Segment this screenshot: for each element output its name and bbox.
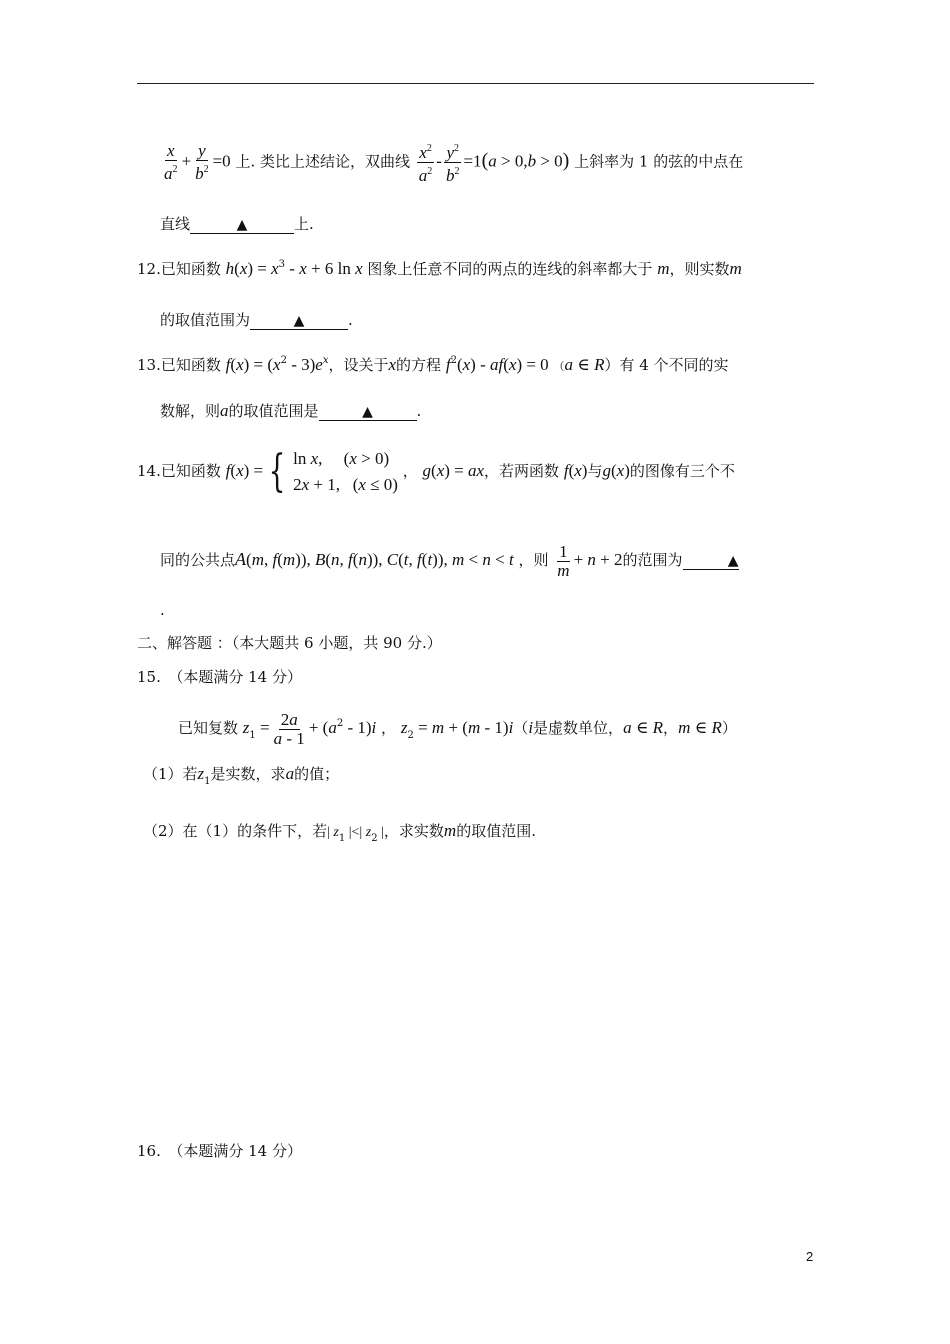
q14-text-3: ，若两函数 xyxy=(484,462,560,480)
q14-text-5: 的图像有三个不 xyxy=(629,462,735,480)
q13-text-6: 数解，则 xyxy=(160,402,221,420)
q14-text-4: 与 xyxy=(587,462,603,480)
q11-line-2 xyxy=(160,214,314,234)
q11-line-1: $\frac{x}{a^2}$ + $\frac{y}{b^2}$ =0 上. 类比上述结论，双曲线 $\frac{x^2}{a^2}$ - $\frac{y^2}{b^2}$ =1(a > 0,b > 0) 上斜率为 1 的弦的中点在 xyxy=(164,141,744,185)
q15-text-1: 已知复数 xyxy=(178,719,239,737)
formula-g: g xyxy=(422,461,432,480)
q11-text-4: 上. xyxy=(294,215,314,233)
q15-line-1: 已知复数 $z_1$ = $\frac{2a}{a - 1}$ + $(a^2 - 1)i$ ， $z_2 = m + (m - 1)i(i$是虚数单位，a ∈ R，m ∈ R） xyxy=(178,709,737,748)
formula-modulus: | xyxy=(327,825,334,840)
formula-points: A xyxy=(235,549,247,569)
q13-text-5: ）有 4 个不同的实 xyxy=(604,356,729,374)
q15-part-1: （1）若$z_1$是实数，求a的值； xyxy=(143,764,340,787)
page-number: 2 xyxy=(806,1249,814,1264)
answer-blank: ▲ xyxy=(250,313,348,330)
question-number: 12. xyxy=(137,260,161,278)
q14-line-3 xyxy=(160,600,165,620)
q13-text-1: 已知函数 xyxy=(160,356,221,374)
formula-f: f xyxy=(225,355,231,374)
header-rule xyxy=(137,83,814,84)
q13-line-1: 13.已知函数 $f(x) = (x^2 - 3)e^x$，设关于x的方程 $f^2(x) - af(x) = 0$ （a ∈ R）有 4 个不同的实 xyxy=(137,355,729,374)
q15-text-6: ） xyxy=(721,719,737,737)
formula-z1: z xyxy=(242,718,250,737)
answer-blank: ▲ xyxy=(190,217,294,234)
q12-text-2: 图象上任意不同的两点的连线的斜率都大于 xyxy=(367,260,653,278)
q13-line-2: 数解，则a的取值范围是 ▲ . xyxy=(160,401,422,420)
formula-condition: a xyxy=(488,151,497,171)
q15-part-1-text-c: 的值； xyxy=(294,765,340,783)
q14-text-9: . xyxy=(160,601,165,619)
q15-text-5: ， xyxy=(663,719,679,737)
q15-part-2-text-b: ，求实数 xyxy=(383,822,444,840)
formula-piecewise: f xyxy=(225,461,231,480)
formula-ellipse-fraction-x: $\frac{x}{a^2}$ xyxy=(164,141,178,183)
q15-part-2-text-a: （2）在（1）的条件下，若 xyxy=(143,822,328,840)
answer-blank: ▲ xyxy=(683,553,739,570)
q12-line-1: 12.已知函数 $h(x) = x^3 - x + 6$ ln x 图象上任意不同的两点的连线的斜率都大于 m，则实数m xyxy=(137,259,742,278)
q14-text-1: 已知函数 xyxy=(160,462,221,480)
formula-h: h xyxy=(225,259,235,278)
q15-heading: 15. （本题满分 14 分） xyxy=(137,668,302,686)
q13-text-8: . xyxy=(416,402,422,420)
q13-text-4: （ xyxy=(553,360,565,373)
formula-ellipse-fraction-y: $\frac{y}{b^2}$ xyxy=(195,141,209,183)
var-m: m xyxy=(657,259,670,278)
section-2-heading: 二、解答题 ：（本大题共 6 小题，共 90 分.） xyxy=(137,634,442,652)
q16-heading: 16. （本题满分 14 分） xyxy=(137,1142,302,1160)
q14-line-2: 同的公共点A(m, f(m)), B(n, f(n)), C(t, f(t)), m < n < t ，则 $\frac{1}{m}$ + n + 2的范围为 ▲ xyxy=(160,541,739,580)
q15-text-2: ， xyxy=(381,719,397,737)
q12-text-3: ，则实数 xyxy=(669,260,730,278)
formula-z2: z xyxy=(400,718,408,737)
q12-text-1: 已知函数 xyxy=(160,260,221,278)
formula-hyperbola-x: $\frac{x^2}{a^2}$ xyxy=(417,140,435,185)
q15-part-1-text-a: （1）若 xyxy=(143,765,198,783)
q14-text-8: 的范围为 xyxy=(622,551,683,569)
q14-text-6: 同的公共点 xyxy=(160,551,236,569)
q12-text-4: 的取值范围为 xyxy=(160,311,251,329)
q12-line-2 xyxy=(160,310,353,330)
question-number: 13. xyxy=(137,356,161,374)
formula-hyperbola-y: $\frac{y^2}{b^2}$ xyxy=(444,140,462,185)
q15-part-1-text-b: 是实数，求 xyxy=(210,765,286,783)
q14-line-1: 14.已知函数 f(x) = { ln x, (x > 0) 2x + 1, (x ≤ 0) ， g(x) = ax，若两函数 f(x)与g(x)的图像有三个不 xyxy=(137,446,735,497)
piecewise-cases: ln x, (x > 0) 2x + 1, (x ≤ 0) xyxy=(293,449,398,494)
q15-part-2-text-c: 的取值范围. xyxy=(456,822,536,840)
q15-part-2: （2）在（1）的条件下，若| $z_1$ |<| $z_2$ |，求实数m的取值范围. xyxy=(143,821,536,844)
q11-text-1: 上. 类比上述结论，双曲线 xyxy=(235,152,411,171)
q13-text-2: ，设关于 xyxy=(328,356,389,374)
q13-text-3: 的方程 xyxy=(396,356,442,374)
q14-text-7: ，则 xyxy=(518,551,549,569)
q15-text-3: （ xyxy=(513,719,529,737)
q13-text-7: 的取值范围是 xyxy=(228,402,319,420)
q12-text-5: . xyxy=(348,311,353,329)
q11-text-3: 直线 xyxy=(160,215,191,233)
formula-equation: f xyxy=(445,355,451,374)
question-number: 14. xyxy=(137,462,161,480)
answer-blank: ▲ xyxy=(319,404,417,421)
q11-text-2: 上斜率为 1 的弦的中点在 xyxy=(574,152,744,171)
q14-text-2: ， xyxy=(402,462,418,480)
formula-expression: $\frac{1}{m}$ xyxy=(557,541,570,580)
q15-text-4: 是虚数单位， xyxy=(533,719,624,737)
